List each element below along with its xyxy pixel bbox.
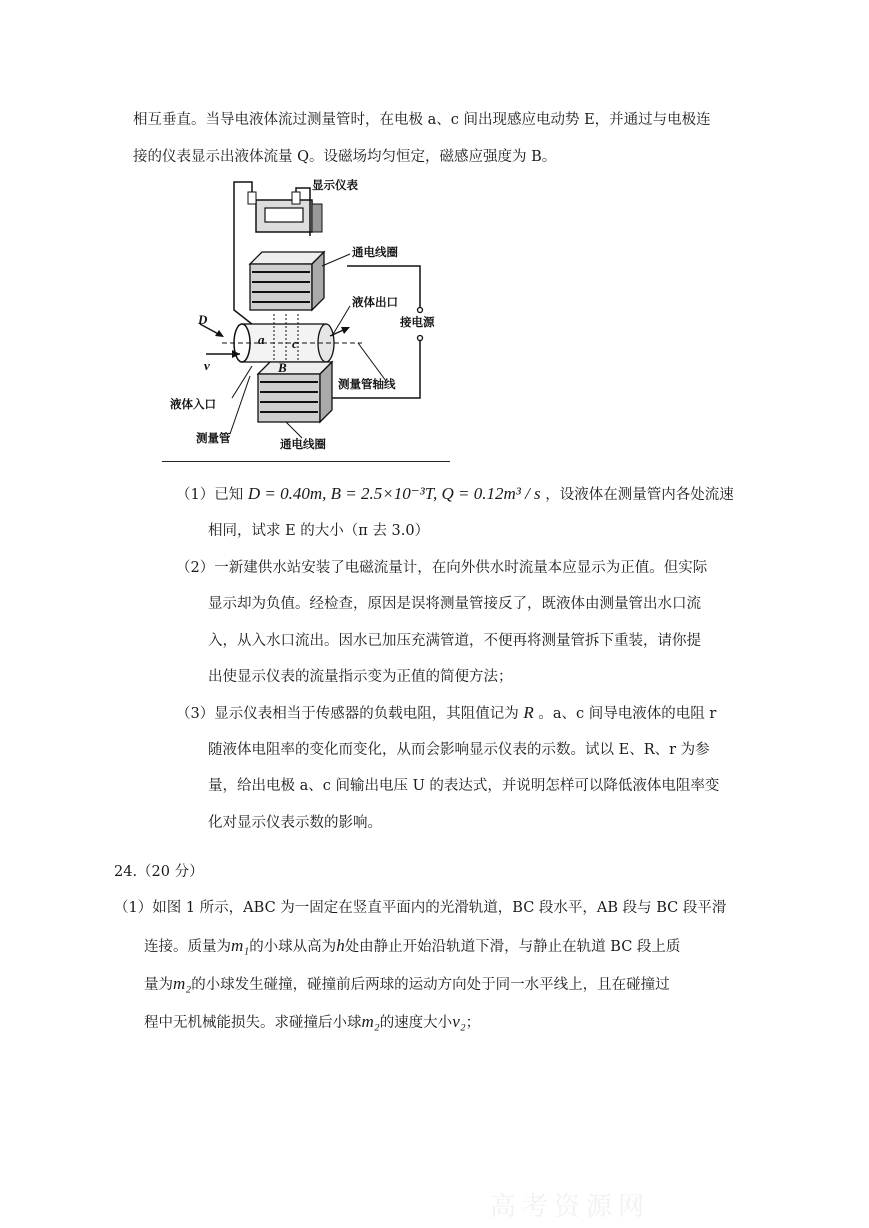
- p24-h: h: [336, 936, 345, 955]
- q1-suffix: ，设液体在测量管内各处流速: [545, 487, 734, 503]
- label-display-meter: 显示仪表: [312, 178, 358, 192]
- p24-text-4a: 程中无机械能损失。求碰撞后小球: [144, 1015, 362, 1031]
- label-pipe-axis: 测量管轴线: [338, 377, 396, 391]
- watermark: 高考资源网: [490, 1192, 651, 1222]
- letter-c: c: [292, 336, 298, 351]
- q2-line-3: 入，从入水口流出。因水已加压充满管道，不便再将测量管拆下重装，请你提: [208, 633, 701, 649]
- p24-text-4c: ；: [465, 1015, 481, 1031]
- p24-line-4: [144, 1012, 480, 1033]
- display-meter-icon: [248, 192, 322, 232]
- q3-line-1: [176, 703, 716, 724]
- figure-divider: [162, 461, 450, 462]
- top-coil-icon: [250, 252, 324, 310]
- p24-m1: m₁: [231, 936, 250, 955]
- p24-text-3a: 量为: [144, 977, 173, 993]
- label-coil-top: 通电线圈: [352, 245, 398, 259]
- q3-number: （3）: [176, 706, 215, 722]
- q2-line-1: [176, 558, 707, 578]
- q1-prefix: 已知: [214, 487, 244, 503]
- p24-m2-again: m₂: [361, 1012, 380, 1031]
- q3-R: R: [523, 703, 534, 722]
- letter-a: a: [258, 332, 265, 347]
- q3-line-4: 化对显示仪表示数的影响。: [208, 815, 382, 831]
- q1-formula: D = 0.40m, B = 2.5×10⁻³T, Q = 0.12m³ / s: [247, 484, 541, 503]
- q1-line-1: [176, 484, 734, 505]
- p24-m2: m₂: [173, 974, 192, 993]
- q1-line-2: 相同，试求 E 的大小（π 去 3.0）: [208, 523, 430, 539]
- q3-line-2: 随液体电阻率的变化而变化，从而会影响显示仪表的示数。试以 E、R、r 为参: [208, 742, 710, 758]
- q2-text-1: 一新建供水站安装了电磁流量计，在向外供水时流量本应显示为正值。但实际: [214, 560, 708, 576]
- p24-line-3: [144, 974, 670, 995]
- label-coil-bottom: 通电线圈: [280, 437, 326, 451]
- q2-line-4: 出使显示仪表的流量指示变为正值的简便方法；: [208, 669, 513, 685]
- p24-number: （1）: [114, 900, 153, 916]
- p24-line-1: [114, 898, 726, 918]
- p24-header: 24.（20 分）: [114, 864, 204, 880]
- q2-line-2: 显示却为负值。经检查，原因是误将测量管接反了，既液体由测量管出水口流: [208, 596, 701, 612]
- letter-D: D: [198, 312, 208, 327]
- p24-v2: v₂: [452, 1012, 466, 1031]
- letter-v: v: [204, 358, 210, 373]
- q2-number: （2）: [176, 560, 215, 576]
- p24-text-2b: 的小球从高为: [249, 939, 337, 955]
- label-power: 接电源: [400, 315, 435, 329]
- intro-line-2: 接的仪表显示出液体流量 Q。设磁场均匀恒定，磁感应强度为 B。: [133, 149, 557, 165]
- label-liquid-outlet: 液体出口: [352, 295, 398, 309]
- p24-text-1: 如图 1 所示，ABC 为一固定在竖直平面内的光滑轨道，BC 段水平，AB 段与 BC 段平滑: [152, 900, 727, 916]
- label-liquid-inlet: 液体入口: [170, 397, 216, 411]
- label-measuring-pipe: 测量管: [196, 431, 231, 445]
- p24-text-4b: 的速度大小: [379, 1015, 453, 1031]
- p24-text-3b: 的小球发生碰撞，碰撞前后两球的运动方向处于同一水平线上，且在碰撞过: [191, 977, 670, 993]
- p24-text-2c: 处由静止开始沿轨道下滑，与静止在轨道 BC 段上质: [344, 939, 681, 955]
- intro-line-1: 相互垂直。当导电液体流过测量管时，在电极 a、c 间出现感应电动势 E，并通过与电极连: [133, 112, 711, 128]
- q3-text-1a: 显示仪表相当于传感器的负载电阻，其阻值记为: [214, 706, 519, 722]
- letter-B: B: [278, 360, 287, 375]
- q1-number: （1）: [176, 487, 215, 503]
- q3-text-1b: 。a、c 间导电液体的电阻 r: [538, 706, 717, 722]
- bottom-coil-icon: [258, 362, 332, 422]
- p24-line-2: [144, 936, 680, 957]
- electromagnetic-flowmeter-diagram: [162, 176, 452, 461]
- p24-text-2a: 连接。质量为: [144, 939, 231, 955]
- q3-line-3: 量，给出电极 a、c 间输出电压 U 的表达式，并说明怎样可以降低液体电阻率变: [208, 778, 720, 794]
